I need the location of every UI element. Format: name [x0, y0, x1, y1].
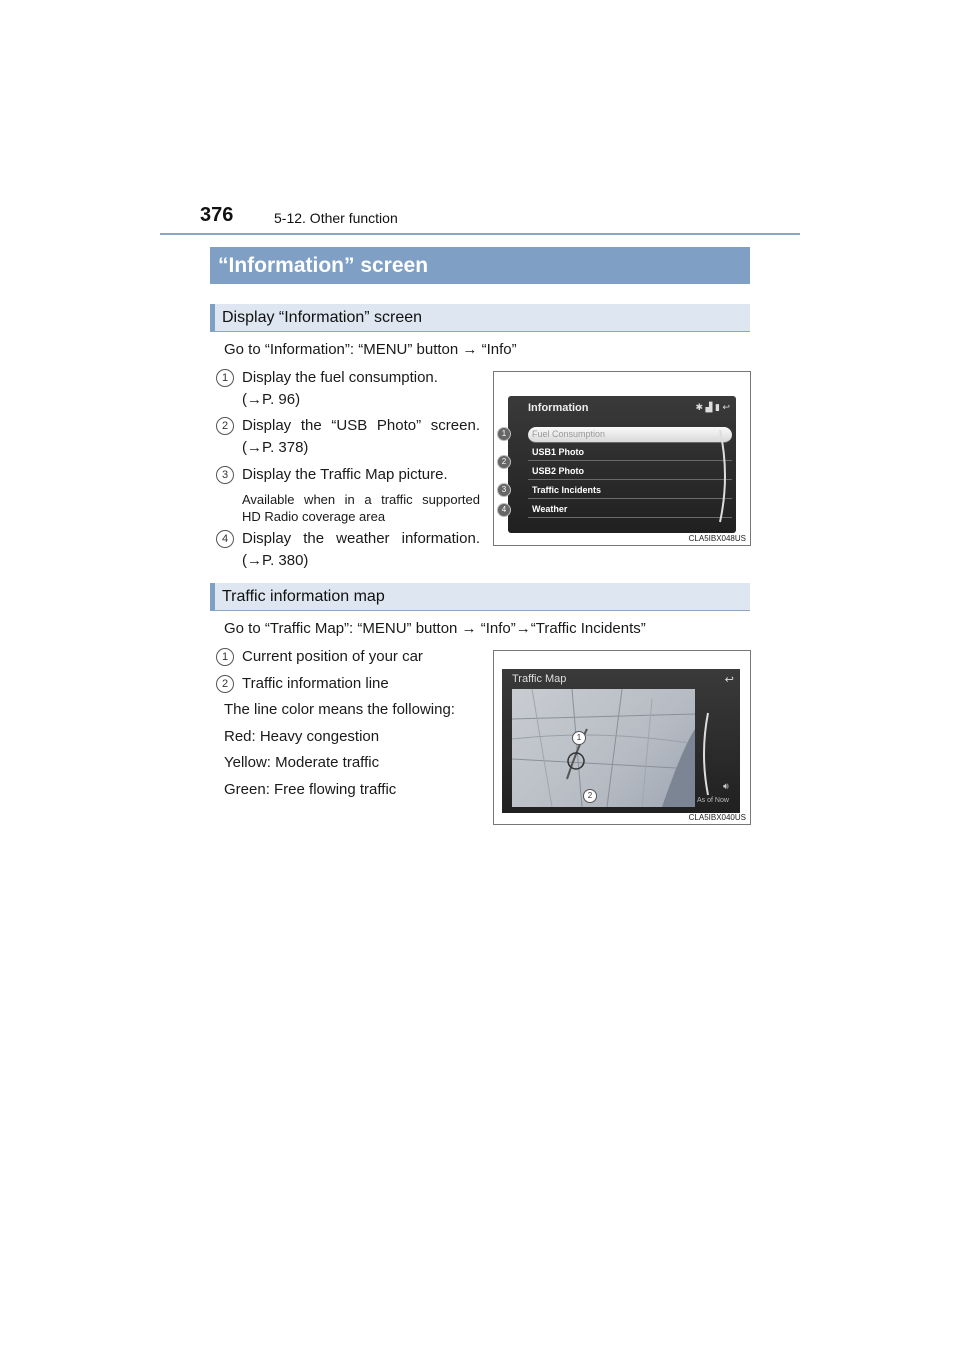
traffic-map-screen [502, 669, 740, 813]
callout: 3 [497, 483, 511, 497]
signal-icon: ▟ [705, 402, 713, 412]
section2-intro: Go to “Traffic Map”: “MENU” button → “Info”→“Traffic Incidents” [224, 620, 646, 637]
sound-icon[interactable]: 🔊︎ [723, 781, 729, 791]
item4-ref[interactable]: (→P. 380) [242, 552, 309, 569]
line-color-intro: The line color means the following: [224, 701, 455, 718]
page-number: 376 [200, 204, 234, 226]
item-number: 4 [216, 530, 234, 548]
callout: 2 [583, 789, 597, 803]
callout: 2 [497, 455, 511, 469]
traffic-item2-text: Traffic information line [242, 675, 389, 692]
item4-text: Display the weather information. [242, 530, 480, 547]
menu-item-traffic-incidents[interactable]: Traffic Incidents [528, 483, 732, 499]
screen-title: Traffic Map [512, 673, 567, 685]
item3-note-line2: HD Radio coverage area [242, 509, 386, 524]
item-number: 1 [216, 369, 234, 387]
menu-item-usb2-photo[interactable]: USB2 Photo [528, 464, 732, 480]
map-roads [512, 689, 695, 807]
menu-item-fuel-consumption[interactable]: Fuel Consumption [528, 427, 732, 443]
item1-text: Display the fuel consumption. [242, 369, 438, 386]
item1-ref[interactable]: (→P. 96) [242, 391, 301, 408]
status-icons [695, 402, 730, 413]
scroll-arc [698, 709, 714, 799]
item3-text: Display the Traffic Map picture. [242, 466, 448, 483]
screen-title: Information [528, 402, 589, 414]
information-screen-figure [493, 371, 751, 546]
scroll-arc [716, 426, 732, 526]
main-heading: “Information” screen [210, 247, 750, 284]
menu-item-usb1-photo[interactable]: USB1 Photo [528, 445, 732, 461]
callout: 4 [497, 503, 511, 517]
callout: 1 [497, 427, 511, 441]
legend-yellow: Yellow: Moderate traffic [224, 754, 380, 771]
figure-code: CLA5IBX040US [688, 813, 746, 822]
traffic-map-figure [493, 650, 751, 825]
item-number: 3 [216, 466, 234, 484]
item2-ref[interactable]: (→P. 378) [242, 439, 309, 456]
figure-code: CLA5IBX048US [688, 534, 746, 543]
back-icon[interactable]: ↩ [724, 674, 734, 686]
menu-item-weather[interactable]: Weather [528, 502, 732, 518]
header-rule [160, 233, 800, 235]
as-of-label: As of Now [697, 797, 729, 804]
section1-intro: Go to “Information”: “MENU” button → “Info” [224, 341, 517, 358]
item-number: 2 [216, 675, 234, 693]
item2-text: Display the “USB Photo” screen. [242, 417, 480, 434]
traffic-item1-text: Current position of your car [242, 648, 423, 665]
section2-heading: Traffic information map [210, 583, 750, 611]
section1-heading: Display “Information” screen [210, 304, 750, 332]
legend-green: Green: Free flowing traffic [224, 781, 397, 798]
item-number: 1 [216, 648, 234, 666]
item-number: 2 [216, 417, 234, 435]
bluetooth-icon: ✱ [695, 402, 704, 412]
callout: 1 [572, 731, 586, 745]
battery-icon: ▮ [714, 402, 720, 412]
traffic-map[interactable] [512, 689, 695, 807]
back-icon[interactable]: ↩ [722, 402, 730, 412]
item3-note-line1: Available when in a traffic supported [242, 492, 480, 507]
chapter-title: 5-12. Other function [274, 210, 398, 226]
information-screen [508, 396, 736, 533]
legend-red: Red: Heavy congestion [224, 728, 380, 745]
